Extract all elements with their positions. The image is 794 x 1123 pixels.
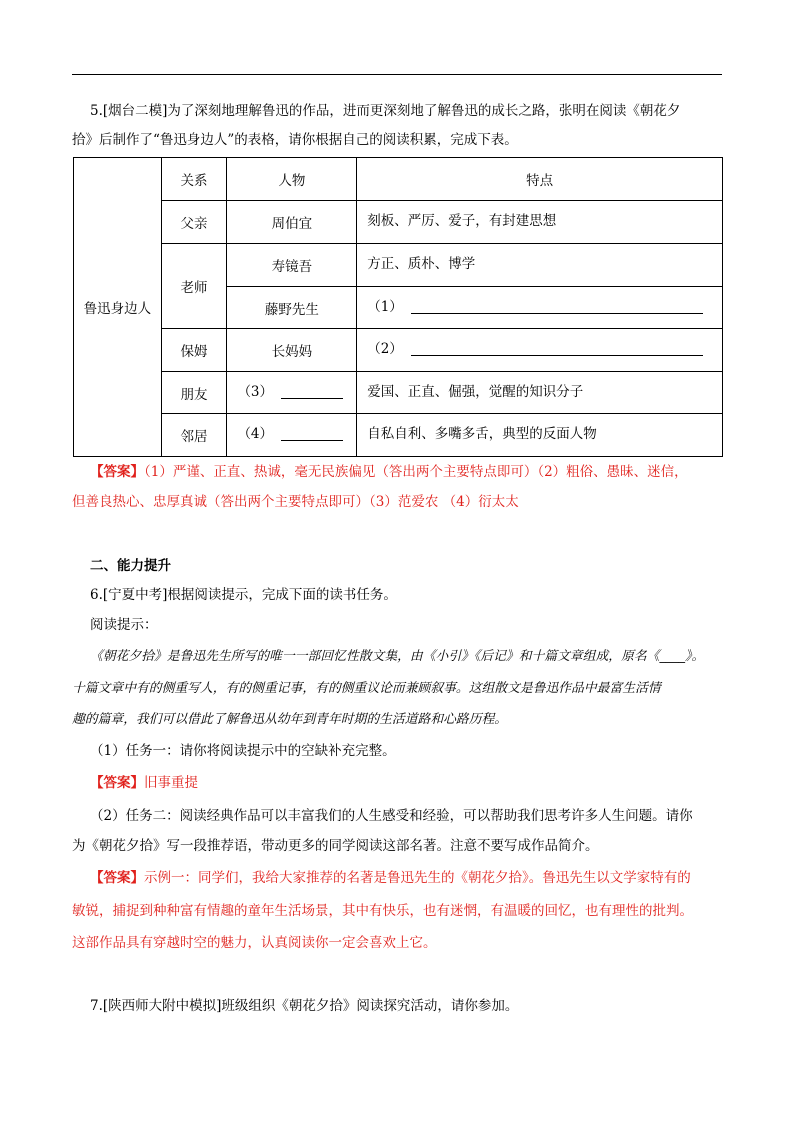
person-neighbor-cell bbox=[227, 414, 357, 457]
blank-3-line[interactable] bbox=[281, 386, 343, 399]
q6-answer2-line3: 这部作品具有穿越时空的魅力，认真阅读你一定会喜欢上它。 bbox=[72, 935, 437, 951]
q5-line2: 拾》后制作了“鲁迅身边人”的表格，请你根据自己的阅读积累，完成下表。 bbox=[72, 132, 518, 148]
q6-task2-line1: （2）任务二：阅读经典作品可以丰富我们的人生感受和经验，可以帮助我们思考许多人生问题。请你 bbox=[90, 808, 693, 824]
q5-line1: 5.[烟台二模]为了深刻地理解鲁迅的作品，进而更深刻地了解鲁迅的成长之路，张明在阅读《朝花夕 bbox=[90, 103, 681, 119]
header-relation: 关系 bbox=[161, 158, 227, 201]
section-title: 二、能力提升 bbox=[90, 558, 171, 574]
person-teacher1: 寿镜吾 bbox=[227, 244, 357, 287]
q6-intro: 6.[宁夏中考]根据阅读提示，完成下面的读书任务。 bbox=[90, 587, 397, 603]
relations-table bbox=[73, 157, 723, 457]
blank-3-number: （3） bbox=[237, 384, 274, 400]
q6-hint-label: 阅读提示： bbox=[90, 617, 158, 633]
relation-nanny: 保姆 bbox=[161, 329, 227, 372]
q6-hint-line3: 趣的篇章，我们可以借此了解鲁迅从幼年到青年时期的生活道路和心路历程。 bbox=[72, 712, 508, 727]
blank-2-line[interactable] bbox=[411, 343, 703, 356]
trait-father: 刻板、严厉、爱子，有封建思想 bbox=[357, 201, 723, 244]
q5-answer-line2: 但善良热心、忠厚真诚（答出两个主要特点即可）（3）范爱农 （4）衍太太 bbox=[72, 494, 519, 510]
q6-hint-line2: 十篇文章中有的侧重写人，有的侧重记事，有的侧重议论而兼顾叙事。这组散文是鲁迅作品中最富生活情 bbox=[72, 681, 661, 696]
header-person: 人物 bbox=[227, 158, 357, 201]
header-trait: 特点 bbox=[357, 158, 723, 201]
relation-friend: 朋友 bbox=[161, 372, 227, 414]
header-rule bbox=[72, 74, 722, 75]
q6-task1: （1）任务一：请你将阅读提示中的空缺补充完整。 bbox=[90, 743, 396, 759]
answer-tag: 【答案】 bbox=[90, 870, 144, 886]
q5-answer-line1 bbox=[90, 462, 688, 482]
relation-father: 父亲 bbox=[161, 201, 227, 244]
trait-teacher2-cell bbox=[357, 287, 723, 329]
answer-tag: 【答案】 bbox=[90, 464, 144, 480]
q6-answer2-text1: 示例一：同学们，我给大家推荐的名著是鲁迅先生的《朝花夕拾》。鲁迅先生以文学家特有的 bbox=[144, 870, 691, 886]
q6-answer2-line1 bbox=[90, 868, 691, 888]
blank-1-line[interactable] bbox=[411, 301, 703, 314]
q7-intro: 7.[陕西师大附中模拟]班级组织《朝花夕拾》阅读探究活动，请你参加。 bbox=[90, 998, 519, 1014]
person-father: 周伯宜 bbox=[227, 201, 357, 244]
blank-4-number: （4） bbox=[237, 426, 274, 442]
q6-answer1 bbox=[90, 773, 198, 793]
q5-answer-text1: （1）严谨、正直、热诚，毫无民族偏见（答出两个主要特点即可）（2）粗俗、愚昧、迷信， bbox=[144, 464, 688, 480]
q6-answer1-text: 旧事重提 bbox=[144, 775, 198, 791]
trait-teacher1: 方正、质朴、博学 bbox=[357, 244, 723, 287]
relation-neighbor: 邻居 bbox=[161, 414, 227, 457]
person-nanny: 长妈妈 bbox=[227, 329, 357, 372]
person-friend-cell bbox=[227, 372, 357, 414]
blank-2-number: （2） bbox=[367, 341, 403, 357]
trait-nanny-cell bbox=[357, 329, 723, 372]
q6-hint-line1: 《朝花夕拾》是鲁迅先生所写的唯一一部回忆性散文集，由《小引》《后记》和十篇文章组成，原名《____》。 bbox=[90, 649, 705, 664]
group-label-cell: 鲁迅身边人 bbox=[74, 158, 162, 457]
trait-neighbor: 自私自利、多嘴多舌，典型的反面人物 bbox=[357, 414, 723, 457]
blank-1-number: （1） bbox=[367, 299, 403, 315]
blank-4-line[interactable] bbox=[281, 428, 343, 441]
answer-tag: 【答案】 bbox=[90, 775, 144, 791]
q6-task2-line2: 为《朝花夕拾》写一段推荐语，带动更多的同学阅读这部名著。注意不要写成作品简介。 bbox=[72, 838, 599, 854]
person-teacher2: 藤野先生 bbox=[227, 287, 357, 329]
q6-answer2-line2: 敏锐，捕捉到种种富有情趣的童年生活场景，其中有快乐，也有迷惘，有温暖的回忆，也有理性的批判。 bbox=[72, 903, 693, 919]
relation-teacher: 老师 bbox=[161, 244, 227, 329]
trait-friend: 爱国、正直、倔强，觉醒的知识分子 bbox=[357, 372, 723, 414]
